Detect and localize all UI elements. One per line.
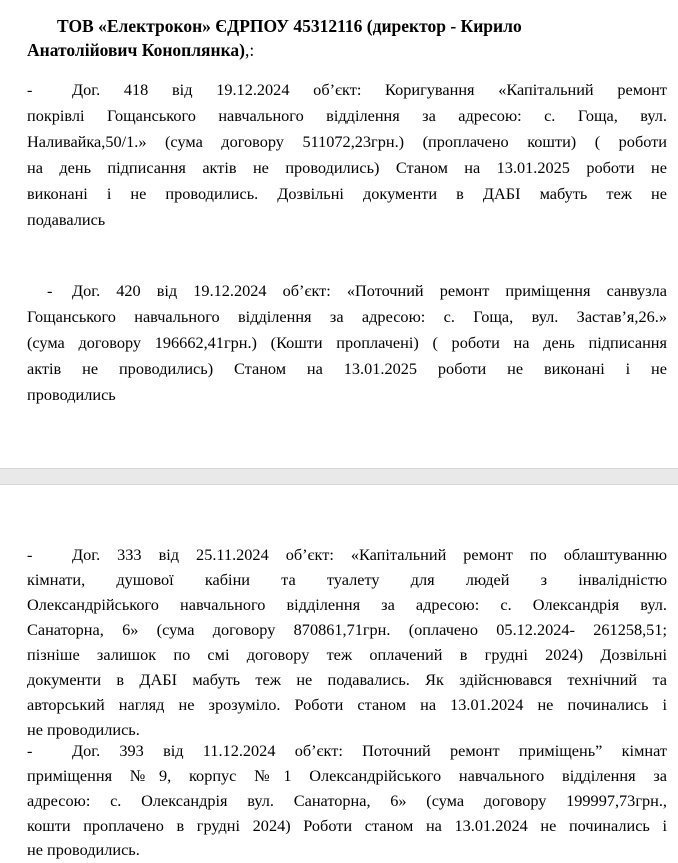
- bullet-dash: -: [27, 80, 33, 99]
- bullet-dash: -: [47, 281, 53, 300]
- item-3-line-1: - Дог. 333 від 25.11.2024 об’єкт: «Капітальний ремонт по облаштуванню: [27, 542, 667, 568]
- item-3-line-4: Санаторна, 6» (сума договору 870861,71грн. (оплачено 05.12.2024- 261258,51;: [27, 620, 667, 639]
- item-2-line-4: актів не проводились) Станом на 13.01.2025 роботи не виконані і не: [27, 359, 667, 378]
- item-2-line-3: (сума договору 196662,41грн.) (Кошти проплачені) ( роботи на день підписання: [27, 333, 667, 352]
- item-3-line-2: кімнати, душової кабіни та туалету для людей з інвалідністю: [27, 570, 667, 589]
- bullet-dash: -: [27, 741, 33, 760]
- item-3-line-6: документи в ДАБІ мабуть теж не подавались. Як здійснювався технічний та: [27, 670, 667, 689]
- item-4-line-1: - Дог. 393 від 11.12.2024 об’єкт: Поточний ремонт приміщень” кімнат: [27, 738, 667, 764]
- item-1-line-4: на день підписання актів не проводились) Станом на 13.01.2025 роботи не: [27, 158, 667, 177]
- item-2-line-1: - Дог. 420 від 19.12.2024 об’єкт: «Поточний ремонт приміщення санвузла: [27, 278, 667, 304]
- heading-suffix: ,:: [245, 40, 255, 60]
- item-1-line-2: покрівлі Гощанського навчального відділення за адресою: с. Гоща, вул.: [27, 106, 667, 125]
- item-3-line-3: Олександрійського навчального відділення за адресою: с. Олександрія вул.: [27, 595, 667, 614]
- company-heading: [27, 14, 667, 62]
- item-3-line-5: пізніше залишок по смі договору теж оплачений в грудні 2024) Дозвільні: [27, 645, 667, 664]
- document-page-2: [0, 485, 678, 859]
- item-1-line-6: подавались: [27, 210, 106, 229]
- item-3-line-8: не проводились.: [27, 720, 140, 739]
- item-1-line-5: виконані і не проводились. Дозвільні документи в ДАБІ мабуть теж не: [27, 184, 667, 203]
- heading-line-2: Анатолійович Коноплянка): [27, 40, 246, 60]
- item-2-line-5: проводились: [27, 385, 116, 404]
- item-3-line-7: авторський нагляд не зрозуміло. Роботи станом на 13.01.2024 не починались і: [27, 695, 667, 714]
- heading-line-1: ТОВ «Електрокон» ЄДРПОУ 45312116 (директор - Кирило: [57, 16, 522, 36]
- item-4-line-5: не проводились.: [27, 840, 140, 859]
- item-4-line-4: кошти проплачено в грудні 2024) Роботи станом на 13.01.2024 не починались і: [27, 816, 667, 835]
- bullet-dash: -: [27, 545, 33, 564]
- item-4-line-2: приміщення №9, корпус №1 Олександрійського навчального відділення за: [27, 766, 667, 785]
- item-1-line-1: - Дог. 418 від 19.12.2024 об’єкт: Коригування «Капітальний ремонт: [27, 77, 667, 103]
- page-break-gap: [0, 468, 678, 485]
- item-2-line-2: Гощанського навчального відділення за адресою: с. Гоща, вул. Застав’я,26.»: [27, 307, 667, 326]
- item-1-line-3: Наливайка,50/1.» (сума договору 511072,23грн.) (проплачено кошти) ( роботи: [27, 132, 667, 151]
- item-4-line-3: адресою: с. Олександрія вул. Санаторна, 6» (сума договору 199997,73грн.,: [27, 791, 667, 810]
